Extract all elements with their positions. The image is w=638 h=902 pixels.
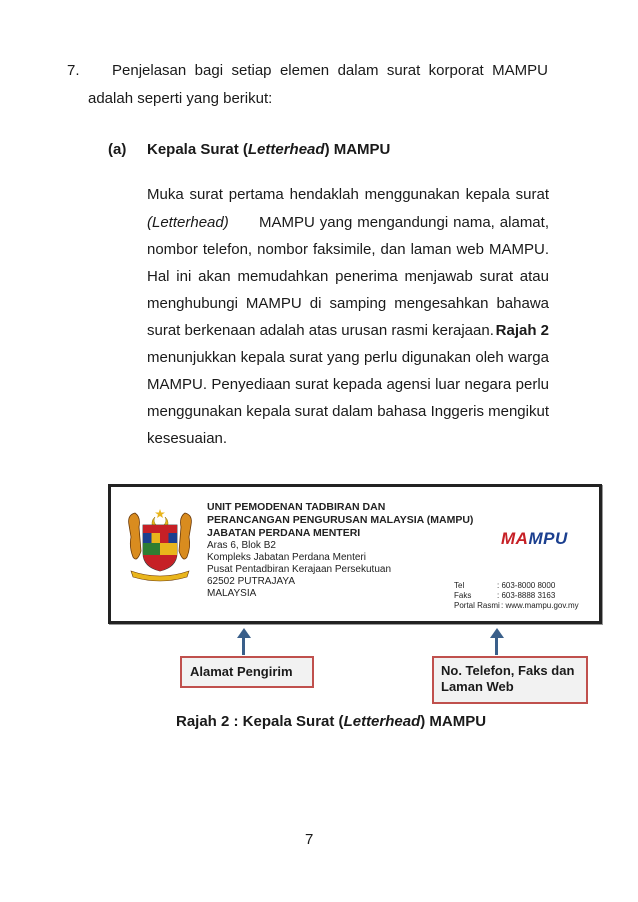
- tel-label: Tel: [454, 581, 465, 590]
- letterhead-address-line: Pusat Pentadbiran Kerajaan Persekutuan: [207, 564, 392, 575]
- body-line-10: kesesuaian.: [147, 430, 228, 447]
- callout-contact-info: [432, 656, 588, 704]
- subsection-label: (a): [108, 141, 127, 158]
- body-line-2-italic: (Letterhead): [147, 214, 229, 231]
- section-number: 7.: [67, 62, 80, 79]
- body-line-7: menunjukkan kepala surat yang perlu digunakan oleh warga: [147, 349, 549, 366]
- figure-caption-suffix: ) MAMPU: [420, 713, 487, 730]
- letterhead-address-line: 62502 PUTRAJAYA: [207, 576, 296, 587]
- arrow-shaft-left: [242, 637, 245, 655]
- body-line-2: [147, 215, 549, 231]
- letterhead-org-line2: PERANCANGAN PENGURUSAN MALAYSIA (MAMPU): [207, 514, 474, 526]
- tel-value: : 603-8000 8000: [497, 581, 556, 590]
- section-intro-line2: adalah seperti yang berikut:: [88, 90, 273, 107]
- subsection-title-prefix: Kepala Surat (: [147, 141, 248, 158]
- fax-value: : 603-8888 3163: [497, 591, 556, 600]
- letterhead-figure: [108, 484, 602, 624]
- mampu-logo: [501, 529, 568, 549]
- body-line-6-bold: Rajah 2: [495, 322, 549, 339]
- web-value: : www.mampu.gov.my: [501, 601, 579, 610]
- body-line-6: [147, 323, 549, 339]
- body-line-1: Muka surat pertama hendaklah menggunakan kepala surat: [147, 186, 549, 203]
- body-line-2-rest: MAMPU yang mengandungi nama, alamat,: [259, 214, 549, 231]
- letterhead-address-line: Kompleks Jabatan Perdana Menteri: [207, 552, 366, 563]
- letterhead-org-line3: JABATAN PERDANA MENTERI: [207, 527, 361, 539]
- web-label: Portal Rasmi: [454, 601, 500, 610]
- body-line-6-prefix: surat berkenaan adalah atas urusan rasmi kerajaan.: [147, 322, 494, 339]
- subsection-title-italic: Letterhead: [247, 141, 325, 158]
- body-line-9: menggunakan kepala surat dalam bahasa Inggeris mengikut: [147, 403, 549, 420]
- body-line-3: nombor telefon, nombor faksimile, dan laman web MAMPU.: [147, 241, 549, 258]
- fax-label: Faks: [454, 591, 472, 600]
- body-line-4: Hal ini akan memudahkan penerima menjawab surat atau: [147, 268, 549, 285]
- body-line-5: menghubungi MAMPU di samping mengesahkan bahawa: [147, 295, 549, 312]
- page-number: 7: [305, 831, 314, 848]
- callout-sender-address: [180, 656, 314, 688]
- letterhead-org-line1: UNIT PEMODENAN TADBIRAN DAN: [207, 501, 386, 513]
- body-line-8: MAMPU. Penyediaan surat kepada agensi luar negara perlu: [147, 376, 549, 393]
- callout-contact-line2: Laman Web: [441, 679, 514, 694]
- mampu-logo-part-b: MPU: [528, 529, 568, 548]
- subsection-title: [147, 142, 390, 158]
- arrow-shaft-right: [495, 637, 498, 655]
- section-intro-line1: Penjelasan bagi setiap elemen dalam surat korporat MAMPU: [112, 62, 548, 79]
- coat-of-arms-icon: [125, 507, 195, 583]
- callout-contact-line1: No. Telefon, Faks dan: [441, 663, 575, 678]
- letterhead-address-line: Aras 6, Blok B2: [207, 540, 276, 551]
- figure-caption-prefix: Rajah 2 : Kepala Surat (: [176, 713, 344, 730]
- mampu-logo-part-a: MA: [501, 529, 529, 548]
- figure-caption-italic: Letterhead: [343, 713, 421, 730]
- figure-caption: [176, 714, 486, 730]
- letterhead-address-line: MALAYSIA: [207, 588, 257, 599]
- callout-sender-address-text: Alamat Pengirim: [190, 664, 293, 679]
- subsection-title-suffix: ) MAMPU: [324, 141, 391, 158]
